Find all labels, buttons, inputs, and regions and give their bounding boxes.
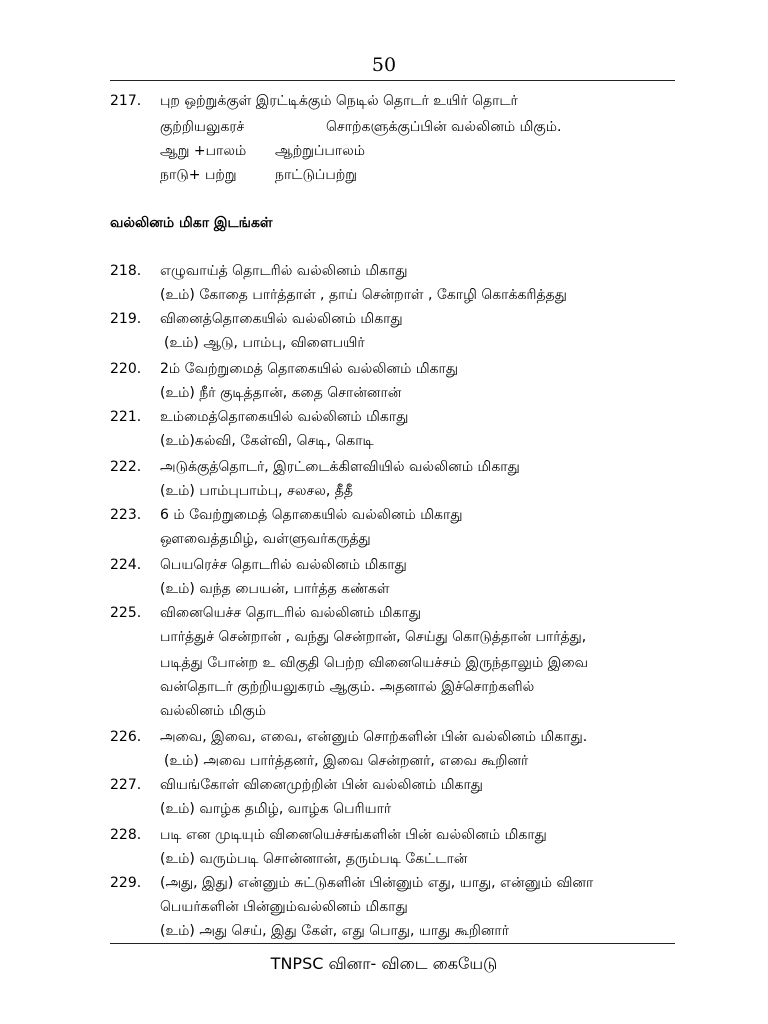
text-line: (உம்) வந்த பையன், பார்த்த கண்கள் [160,581,390,597]
item-number: 227. [110,777,142,793]
text-line: (உம்) பாம்புபாம்பு, சலசல, தீதீ [160,483,353,499]
item-number: 220. [110,361,142,377]
text-line: வன்தொடர் குற்றியலுகரம் ஆகும். அதனால் இச்சொற்களில் [160,679,535,695]
text-line: (உம்) அவை பார்த்தனர், இவை சென்றனர், எவை கூறினர் [164,753,529,769]
header-rule [110,80,675,81]
item-number: 225. [110,605,142,621]
text-line: 2ம் வேற்றுமைத் தொகையில் வல்லினம் மிகாது [160,361,459,377]
text-line: அடுக்குத்தொடர், இரட்டைக்கிளவியில் வல்லினம் மிகாது [160,459,520,475]
page-footer: TNPSC வினா- விடை கையேடு [270,954,498,973]
text-line: படி என முடியும் வினையெச்சங்களின் பின் வல்லினம் மிகாது [160,827,547,843]
text-line: நாடு+ பற்று [160,167,237,183]
text-line: அவை, இவை, எவை, என்னும் சொற்களின் பின் வல்லினம் மிகாது. [160,729,588,745]
text-line: பெயரெச்ச தொடரில் வல்லினம் மிகாது [160,557,407,573]
item-number: 219. [110,311,142,327]
text-line: (உம்) கோதை பார்த்தாள் , தாய் சென்றாள் , கோழி கொக்கரித்தது [160,287,567,303]
item-number: 222. [110,459,142,475]
page-number: 50 [371,54,397,76]
text-line: வல்லினம் மிகும் [160,703,266,719]
section-heading: வல்லினம் மிகா இடங்கள் [110,215,273,231]
text-line: சொற்களுக்குப்பின் வல்லினம் மிகும். [326,119,562,135]
text-line: உம்மைத்தொகையில் வல்லினம் மிகாது [160,409,409,425]
text-line: (உம்) அது செய், இது கேள், எது பொது, யாது கூறினார் [160,923,510,939]
text-line: (உம்) நீர் குடித்தான், கதை சொன்னான் [160,385,402,401]
text-line: படித்து போன்ற உ விகுதி பெற்ற வினையெச்சம் இருந்தாலும் இவை [160,655,588,671]
footer-rule [110,943,675,944]
text-line: எழுவாய்த் தொடரில் வல்லினம் மிகாது [160,263,408,279]
text-line: நாட்டுப்பற்று [275,167,358,183]
text-line: வினைத்தொகையில் வல்லினம் மிகாது [160,311,403,327]
text-line: (உம்) ஆடு, பாம்பு, விளைபயிர் [164,335,365,351]
text-line: (அது, இது) என்னும் சுட்டுகளின் பின்னும் எது, யாது, என்னும் வினா [160,875,594,891]
text-line: பார்த்துச் சென்றான் , வந்து சென்றான், செய்து கொடுத்தான் பார்த்து, [160,629,587,645]
item-number: 226. [110,729,142,745]
text-line: வினையெச்ச தொடரில் வல்லினம் மிகாது [160,605,421,621]
text-line: (உம்)கல்வி, கேள்வி, செடி, கொடி [160,433,374,449]
text-line: வியங்கோள் வினைமுற்றின் பின் வல்லினம் மிகாது [160,777,483,793]
text-line: (உம்) வரும்படி சொன்னான், தரும்படி கேட்டான் [160,851,468,867]
text-line: 6 ம் வேற்றுமைத் தொகையில் வல்லினம் மிகாது [160,507,463,523]
item-number: 221. [110,409,142,425]
text-line: ஆற்றுப்பாலம் [275,143,365,159]
text-line: குற்றியலுகரச் [160,119,245,135]
item-number: 217. [110,93,142,109]
item-number: 218. [110,263,142,279]
text-line: பெயர்களின் பின்னும்வல்லினம் மிகாது [160,899,408,915]
text-line: புற ஒற்றுக்குள் இரட்டிக்கும் நெடில் தொடர் உயிர் தொடர் [160,93,518,109]
item-number: 228. [110,827,142,843]
text-line: ஔவைத்தமிழ், வள்ளுவர்கருத்து [160,531,371,547]
text-line: (உம்) வாழ்க தமிழ், வாழ்க பெரியார் [160,801,392,817]
item-number: 223. [110,507,142,523]
item-number: 224. [110,557,142,573]
item-number: 229. [110,875,142,891]
text-line: ஆறு +பாலம் [160,143,247,159]
